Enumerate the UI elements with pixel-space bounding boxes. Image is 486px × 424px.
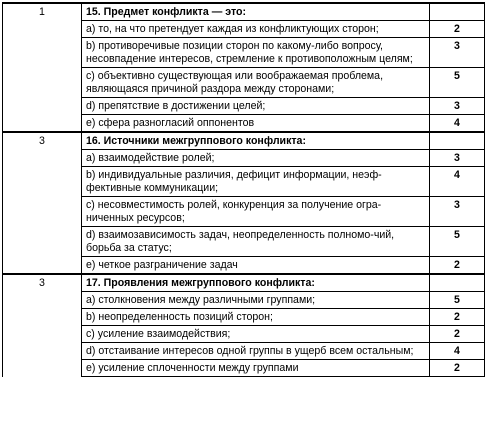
answer-option-text: а) взаимодействие ролей;	[82, 150, 430, 167]
score-header-cell	[430, 132, 485, 150]
answer-option-text: с) несовместимость ролей, конкуренция за получение огра-ниченных ресурсов;	[82, 197, 430, 227]
answer-option-text: b) противоречивые позиции сторон по какому-либо вопросу, несовпадение интересов, стремление к противоположным целям;	[82, 38, 430, 68]
answer-option-text: а) то, на что претендует каждая из конфликтующих сторон;	[82, 21, 430, 38]
question-title-row	[3, 274, 485, 292]
score-header-cell	[430, 274, 485, 292]
answer-option-score: 2	[430, 360, 485, 377]
answer-option-text: а) столкновения между различными группами;	[82, 292, 430, 309]
answer-option-text: е) усиление сплоченности между группами	[82, 360, 430, 377]
question-title-row	[3, 132, 485, 150]
question-number: 3	[3, 274, 82, 377]
test-table	[2, 2, 485, 377]
answer-option-score: 3	[430, 150, 485, 167]
answer-option-score: 3	[430, 38, 485, 68]
answer-option-text: d) отстаивание интересов одной группы в ущерб всем остальным;	[82, 343, 430, 360]
answer-option-text: d) препятствие в достижении целей;	[82, 98, 430, 115]
answer-option-score: 2	[430, 257, 485, 275]
question-title-row	[3, 3, 485, 21]
table-body	[3, 3, 485, 377]
question-title: 16. Источники межгруппового конфликта:	[82, 132, 430, 150]
answer-option-score: 5	[430, 68, 485, 98]
answer-option-text: b) индивидуальные различия, дефицит информации, неэф-фективные коммуникации;	[82, 167, 430, 197]
answer-option-score: 4	[430, 115, 485, 133]
answer-option-score: 4	[430, 167, 485, 197]
answer-option-score: 5	[430, 227, 485, 257]
answer-option-text: b) неопределенность позиций сторон;	[82, 309, 430, 326]
answer-option-text: с) усиление взаимодействия;	[82, 326, 430, 343]
answer-option-text: е) сфера разногласий оппонентов	[82, 115, 430, 133]
answer-option-text: d) взаимозависимость задач, неопределенность полномо-чий, борьба за статус;	[82, 227, 430, 257]
question-number: 1	[3, 3, 82, 132]
score-header-cell	[430, 3, 485, 21]
answer-option-score: 3	[430, 197, 485, 227]
answer-option-score: 3	[430, 98, 485, 115]
question-number: 3	[3, 132, 82, 274]
question-title: 17. Проявления межгруппового конфликта:	[82, 274, 430, 292]
answer-option-score: 2	[430, 309, 485, 326]
answer-option-score: 2	[430, 326, 485, 343]
answer-option-score: 4	[430, 343, 485, 360]
answer-option-text: е) четкое разграничение задач	[82, 257, 430, 275]
answer-option-score: 5	[430, 292, 485, 309]
question-title: 15. Предмет конфликта — это:	[82, 3, 430, 21]
answer-option-text: с) объективно существующая или воображаемая проблема, являющаяся причиной раздора между сторонами;	[82, 68, 430, 98]
answer-option-score: 2	[430, 21, 485, 38]
